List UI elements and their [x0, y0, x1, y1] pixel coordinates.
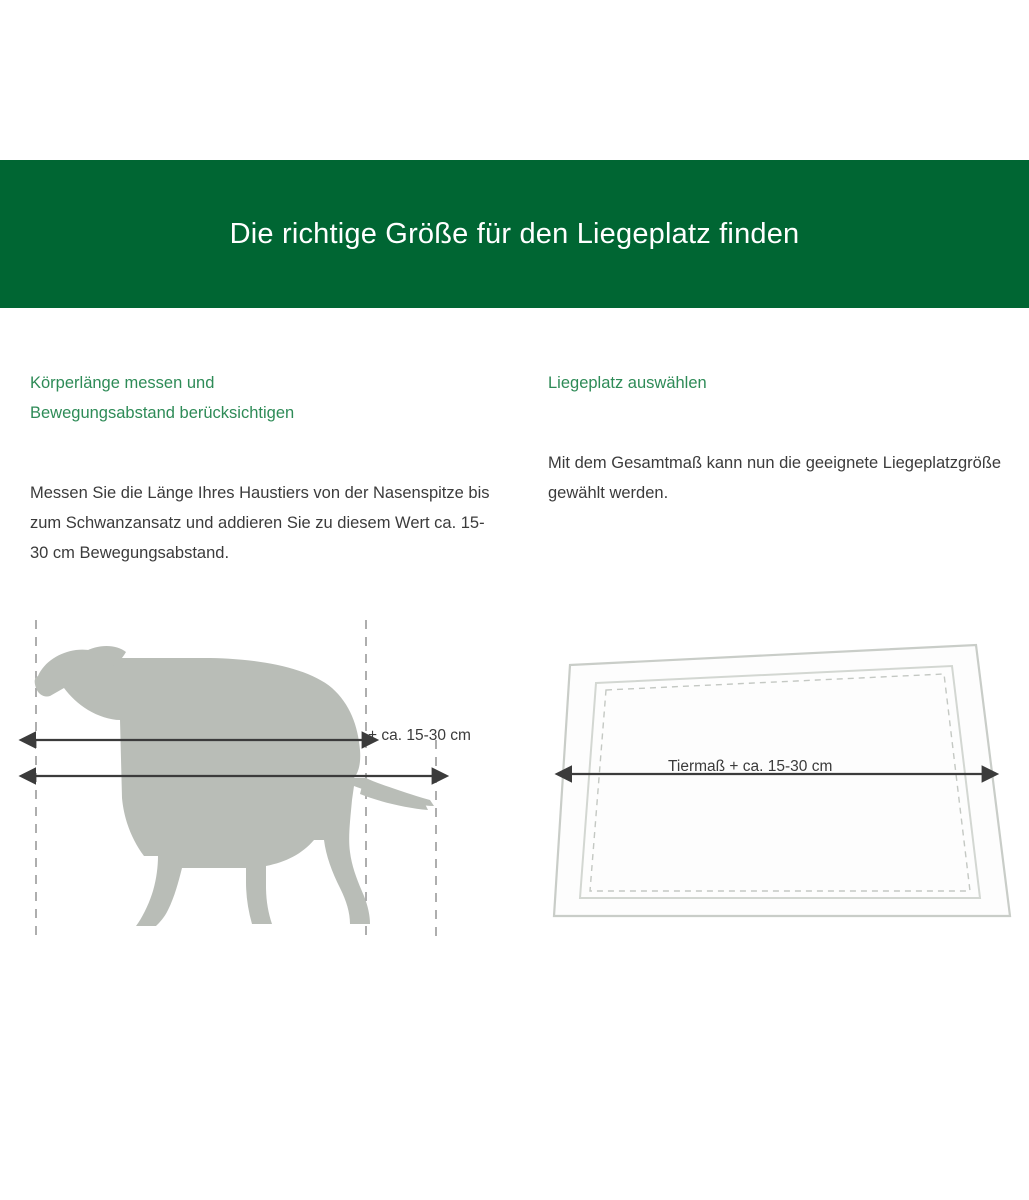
- mat-diagram-caption: Tiermaß + ca. 15-30 cm: [668, 758, 833, 775]
- dog-silhouette: [35, 646, 434, 926]
- dog-diagram-caption: + ca. 15-30 cm: [368, 727, 471, 744]
- right-column-body: Mit dem Gesamtmaß kann nun die geeignete Liegeplatzgröße gewählt werden.: [548, 454, 1002, 502]
- right-heading-line-1: Liegeplatz auswählen: [548, 374, 707, 392]
- dog-measurement-diagram: [14, 600, 534, 960]
- left-heading-line-1: Körperlänge messen und: [30, 374, 215, 392]
- page-title: Die richtige Größe für den Liegeplatz finden: [229, 217, 800, 250]
- left-column: [30, 368, 500, 568]
- header-banner: [0, 160, 1029, 308]
- right-column: [548, 368, 1008, 508]
- left-column-heading: [30, 368, 500, 428]
- left-heading-line-2: Bewegungsabstand berücksichtigen: [30, 404, 295, 422]
- mat-outline: [554, 645, 1010, 916]
- right-column-heading: [548, 368, 1008, 398]
- pet-mat-diagram: [548, 620, 1018, 940]
- left-column-body: Messen Sie die Länge Ihres Haustiers von der Nasenspitze bis zum Schwanzansatz und addieren Sie zu diesem Wert ca. 15-30 cm Bewegungsabstand.: [30, 484, 490, 562]
